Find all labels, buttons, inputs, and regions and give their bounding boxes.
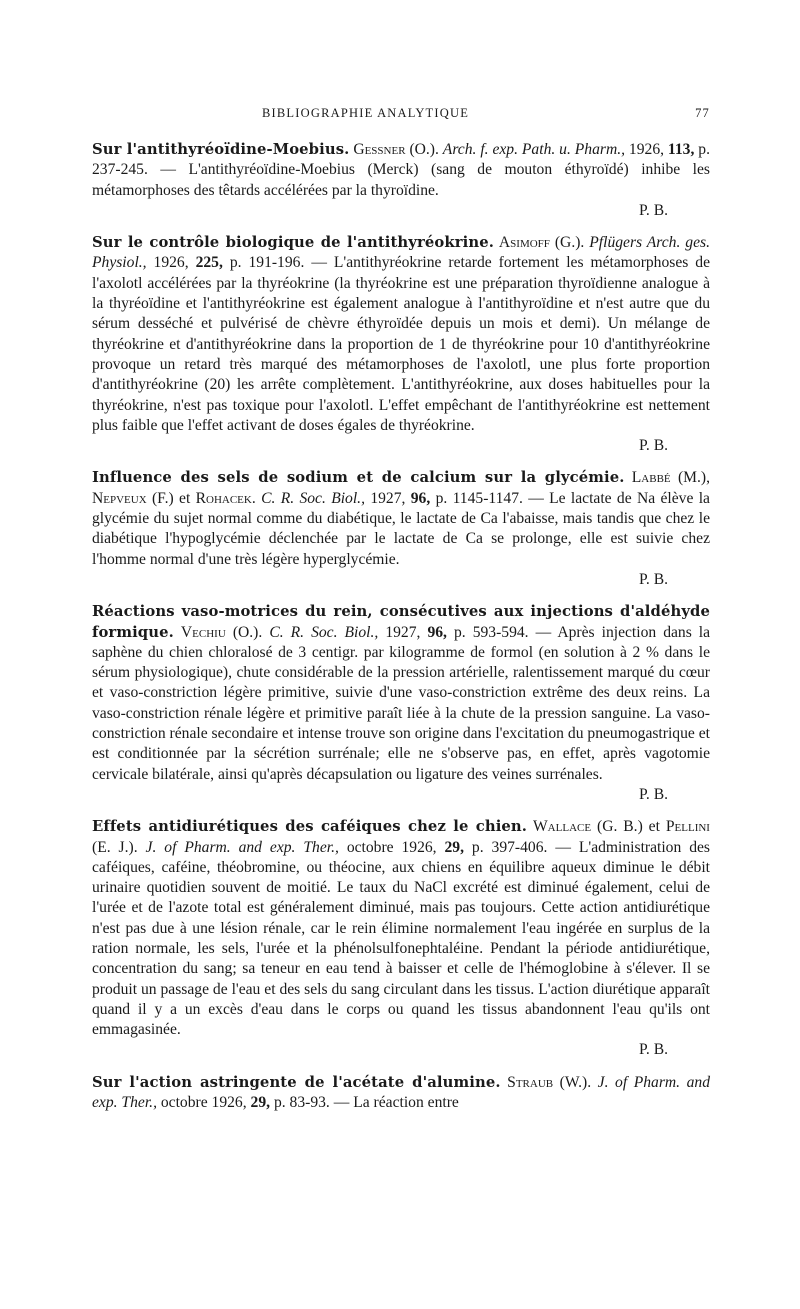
page-range: p. 83-93.	[273, 1094, 330, 1112]
abstract-text: — L'antithyréoïdine-Moebius (Merck) (sang de mouton éthyroïdé) inhibe les métamorphoses des têtards accélérées par la thyroïdine.	[92, 161, 710, 199]
journal-name: Pflügers Arch. ges. Physiol.,	[92, 234, 710, 272]
abstract-text: — Après injection dans la saphène du chien chloralosé de 3 centigr. par kilogramme de formol (en solution à 2 % dans le sérum physiologique), chute considérable de la pression artérielle, ralentissement marqué du cœur et vaso-constriction légère primitive, suivie d'une vaso-constriction extrême des deux reins. La vaso-constriction rénale légère et primitive paraît liée à la chute de la pression sanguine. La vaso-constriction rénale secondaire et intense trouve son origine dans l'excitation du pneumogastrique et est conditionnée par la sécrétion surrénale; elle ne s'observe pas, en effet, après vagotomie cervicale bilatérale, ainsi qu'après décapsulation ou ligature des veines surrénales.	[92, 623, 711, 783]
journal-name: J. of Pharm. and exp. Ther.,	[145, 838, 339, 856]
journal-name: C. R. Soc. Biol.,	[261, 489, 365, 507]
bibliography-entry	[92, 1073, 710, 1114]
bibliography-entry	[92, 817, 710, 1061]
page-range: p. 1145-1147.	[435, 489, 523, 507]
publication-year: octobre 1926,	[160, 1094, 247, 1112]
author-name: Wallace	[532, 818, 592, 836]
bibliography-content	[92, 140, 710, 1125]
page-range: p. 593-594.	[453, 623, 529, 641]
page-range: p. 191-196.	[229, 254, 305, 272]
entry-title: Influence des sels de sodium et de calcium sur la glycémie.	[92, 469, 625, 487]
volume-number: 29,	[250, 1094, 271, 1112]
entry-title: Sur le contrôle biologique de l'antithyréokrine.	[92, 234, 494, 252]
page-range: p. 237-245.	[92, 141, 710, 179]
author-initial: (G. B.) et	[597, 818, 660, 836]
entry-title: Réactions vaso-motrices du rein, consécutives aux injections d'aldéhyde formique.	[92, 603, 710, 641]
volume-number: 113,	[667, 141, 695, 158]
volume-number: 29,	[444, 838, 464, 856]
entry-title: Effets antidiurétiques des caféiques chez le chien.	[92, 818, 528, 836]
publication-year: 1927,	[370, 489, 406, 507]
author-name: Nepveux	[92, 489, 147, 507]
abstract-text: — L'administration des caféiques, caféine, théobromine, ou théocine, aux chiens en équilibre aqueux diminue le débit urinaire quotidien souvent de moitié. Le taux du NaCl excrété est diminué également, celui de l'urée et de l'azote total est généralement diminué, mais pas toujours. Cette action antidiurétique n'est pas due à une lésion rénale, car le rein élimine normalement l'eau ingérée en surplus de la ration normale, les sels, l'urée et la phénolsulfonephtaléine. Pendant la période antidiurétique, concentration du sang; sa teneur en eau tend à baisser et celle de l'hémoglobine à s'élever. Il se produit un passage de l'eau et des sels du sang circulant dans les tissus. L'action diurétique apparaît quand il y a un excès d'eau dans le corps ou quand les tissus abandonnent l'eau qu'ils ont emmagasinée.	[92, 838, 710, 1039]
author-initial: (F.) et	[151, 489, 191, 507]
author-initial: (O.).	[409, 141, 439, 158]
abstract-text: — L'antithyréokrine retarde fortement les métamorphoses de l'axolotl accélérées par la thyréokrine (la thyréokrine est une préparation thyroïdienne analogue à la thyréoïdine et l'antithyréokrine est également analogue à l'antithyroïdine et n'est autre que du sérum desséché et pulvérisé de chèvre éthyroïdée depuis un mois et demi). Un mélange de thyréokrine et d'antithyréokrine dans la proportion de 1 de thyréokrine pour 10 d'antithyréokrine provoque un retard très marqué des métamorphoses de l'axolotl, une plus forte proportion d'antithyréokrine (20) les arrête complètement. L'antithyréokrine, aux doses habituelles pour la thyréokrine, n'est pas toxique pour l'axolotl. L'effet empêchant de l'antithyréokrine est nettement plus faible que l'effet activant de doses égales de thyréokrine.	[92, 254, 710, 434]
reviewer-initials: P. B.	[638, 201, 668, 219]
reviewer-initials: P. B.	[638, 437, 668, 455]
author-name: Labbé	[631, 469, 671, 487]
journal-name: C. R. Soc. Biol.,	[269, 623, 379, 641]
author-initial: (E. J.).	[92, 838, 138, 856]
author-initial: (G.).	[554, 234, 585, 252]
bibliography-entry	[92, 233, 710, 456]
entry-title: Sur l'action astringente de l'acétate d'alumine.	[92, 1073, 501, 1091]
publication-year: 1926,	[153, 254, 189, 272]
running-title: BIBLIOGRAPHIE ANALYTIQUE	[262, 106, 470, 120]
volume-number: 225,	[195, 254, 223, 272]
journal-name: J. of Pharm. and exp. Ther.,	[92, 1073, 710, 1112]
volume-number: 96,	[427, 623, 447, 641]
page-number: 77	[695, 106, 710, 120]
publication-year: 1926,	[628, 141, 665, 158]
bibliography-entry	[92, 140, 710, 221]
author-name: Rohacek.	[195, 489, 256, 507]
entry-title: Sur l'antithyréoïdine-Moebius.	[92, 141, 350, 158]
bibliography-entry	[92, 602, 710, 805]
author-initial: (W.).	[559, 1073, 592, 1091]
author-name: Straub	[507, 1073, 554, 1091]
publication-year: octobre 1926,	[346, 838, 437, 856]
reviewer-initials: P. B.	[638, 785, 668, 803]
reviewer-initials: P. B.	[638, 570, 668, 588]
author-initial: (O.).	[232, 623, 263, 641]
author-name: Vechiu	[180, 623, 226, 641]
author-name: Gessner	[353, 141, 406, 158]
abstract-text: — La réaction entre	[333, 1094, 459, 1112]
author-name: Pellini	[665, 818, 710, 836]
journal-name: Arch. f. exp. Path. u. Pharm.,	[442, 141, 626, 158]
abstract-text: — Le lactate de Na élève la glycémie du sujet normal comme du diabétique, le lactate de Ca l'abaisse, mais tandis que chez le diabétique l'hypoglycémie déclenchée par le lactate de Ca se prolonge, elle est suivie chez l'homme normal d'une très légère hyperglycémie.	[92, 489, 710, 568]
volume-number: 96,	[410, 489, 431, 507]
reviewer-initials: P. B.	[638, 1041, 668, 1059]
bibliography-entry	[92, 468, 710, 590]
author-name: Asimoff	[498, 234, 550, 252]
page-range: p. 397-406.	[471, 838, 548, 856]
author-initial: (M.),	[677, 469, 710, 487]
publication-year: 1927,	[385, 623, 421, 641]
